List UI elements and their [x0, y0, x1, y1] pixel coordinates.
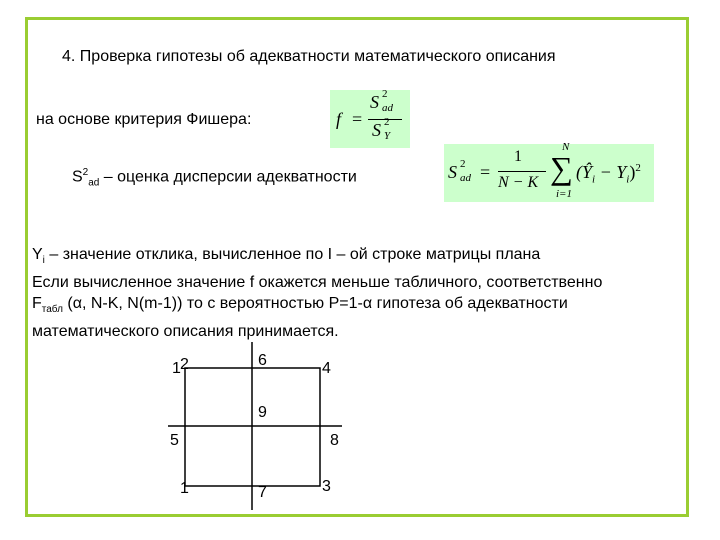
fisher-den-sub: Y [384, 130, 391, 142]
sad-term-power: 2 [635, 162, 641, 174]
sad-sum-top: N [562, 141, 570, 153]
diagram-label-6: 6 [258, 352, 267, 369]
fisher-num-sup: 2 [382, 88, 388, 100]
fisher-eq: = [352, 109, 363, 129]
para-line2: Если вычисленное значение f окажется меньше табличного, соответственно [32, 273, 603, 291]
sad-lhs-symbol: S [448, 162, 457, 182]
sad-term-close: ) [629, 162, 636, 182]
sad-frac-den: N − K [498, 174, 539, 191]
fisher-lhs: f [336, 109, 342, 129]
diagram-label-1: 1 [172, 360, 181, 377]
sad-lhs-sub: ad [460, 172, 471, 184]
fisher-den-sup: 2 [384, 116, 390, 128]
sad-term-sub2: i [626, 173, 630, 186]
para-line3-sub: табл [41, 304, 63, 316]
heading-line2: на основе критерия Фишера: [36, 111, 252, 128]
sad-term-sub: i [592, 173, 596, 186]
sad-lhs-sup: 2 [460, 158, 466, 170]
diagram-label-9: 9 [258, 404, 267, 421]
fisher-num-symbol: S [370, 92, 379, 112]
fisher-den-symbol: S [372, 120, 381, 140]
diagram-label-4: 4 [322, 360, 331, 377]
fisher-num-sub: ad [382, 102, 393, 114]
sad-term-minus: − Y [595, 162, 627, 182]
para-line1-symbol: Y [32, 246, 43, 263]
diagram-label-8: 8 [330, 432, 339, 449]
sad-def-sub: ad [88, 177, 100, 189]
sad-sum-sign: ∑ [550, 150, 573, 186]
sad-def-text: – оценка дисперсии адекватности [99, 168, 357, 186]
heading-line1: 4. Проверка гипотезы об адекватности математического описания [62, 48, 556, 65]
diagram-label-7: 7 [258, 484, 267, 501]
diagram-label-1b: 1 [180, 480, 189, 497]
diagram-label-3: 3 [322, 478, 331, 495]
sad-term-yhat: (Ŷ [576, 162, 593, 182]
diagram-label-2: 2 [180, 356, 189, 373]
para-line4: математического описания принимается. [32, 322, 339, 340]
para-line3-symbol: F [32, 295, 42, 313]
sad-def-symbol: S [72, 168, 83, 186]
sad-frac-num: 1 [514, 148, 522, 165]
sad-sum-bottom: i=1 [556, 188, 572, 200]
sad-def-sup: 2 [82, 167, 89, 178]
diagram-label-5: 5 [170, 432, 179, 449]
para-line3-text: (α, N-K, N(m-1)) то с вероятностью P=1-α гипотеза об адекватности [62, 295, 568, 313]
sad-eq: = [480, 162, 491, 182]
para-line1-sub: i [42, 255, 45, 267]
para-line1-text: – значение отклика, вычисленное по I – ой строке матрицы плана [44, 246, 541, 263]
